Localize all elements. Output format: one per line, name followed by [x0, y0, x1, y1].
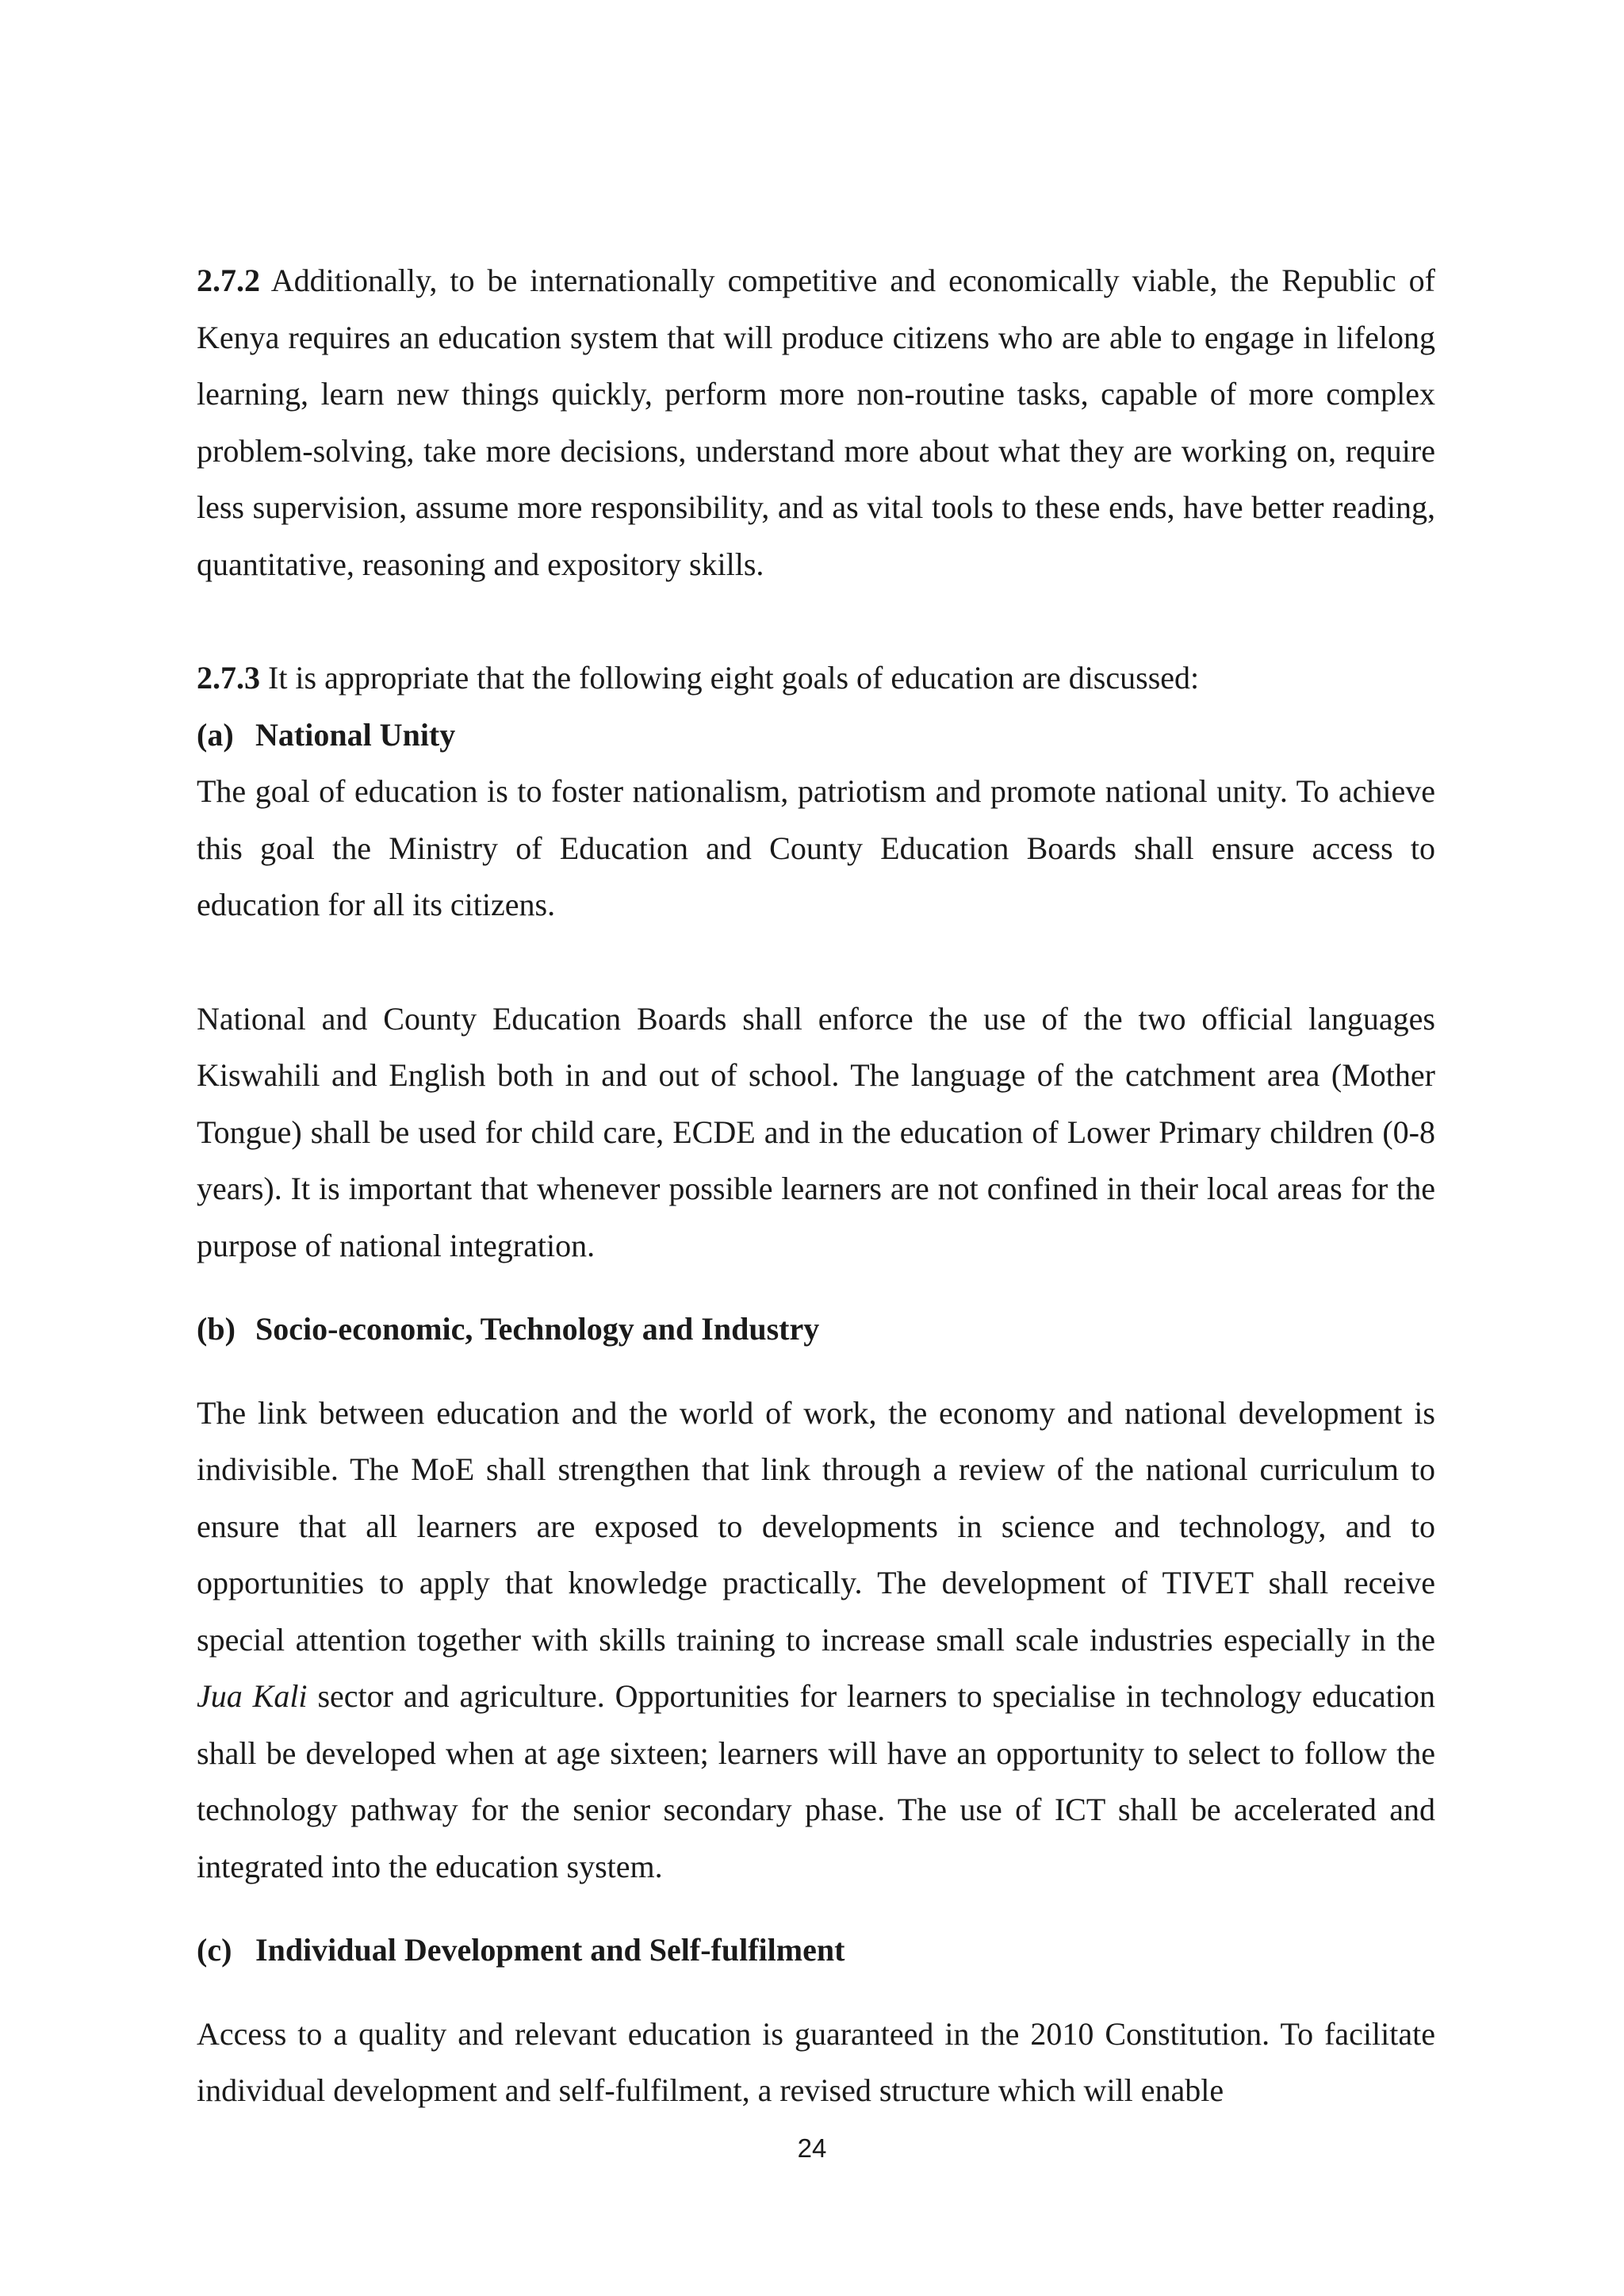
paragraph-2-7-3 — [197, 650, 1435, 707]
paragraph-individual-development: Access to a quality and relevant education is guaranteed in the 2010 Constitution. To facilitate individual development and self-fulfilment, a revised structure which will enable — [197, 2015, 1435, 2108]
list-marker: (b) — [197, 1311, 236, 1347]
italic-term: Jua Kali — [197, 1678, 308, 1714]
paragraph-text: It is appropriate that the following eight goals of education are discussed: — [260, 660, 1200, 696]
paragraph-text: sector and agriculture. Opportunities for learners to specialise in technology education shall be developed when at age sixteen; learners will have an opportunity to select to follow the technology pathway for the senior secondary phase. The use of ICT shall be accelerated and integrated into the education system. — [197, 1678, 1435, 1884]
section-number: 2.7.2 — [197, 263, 260, 298]
document-body — [197, 252, 1435, 2119]
heading-national-unity — [197, 707, 1435, 764]
heading-socio-economic — [197, 1301, 1435, 1358]
section-number: 2.7.3 — [197, 660, 260, 696]
paragraph-text: Additionally, to be internationally competitive and economically viable, the Republic of Kenya requires an education system that will produce citizens who are able to engage in lifelong learning, learn new things quickly, perform more non-routine tasks, capable of more complex problem-solving, take more decisions, understand more about what they are working on, require less supervision, assume more responsibility, and as vital tools to these ends, have better reading, quantitative, reasoning and expository skills. — [197, 263, 1435, 582]
paragraph-national-unity-2: National and County Education Boards shall enforce the use of the two official languages Kiswahili and English both in and out of school. The language of the catchment area (Mother Tongue) shall be used for child care, ECDE and in the education of Lower Primary children (0-8 years). It is important that whenever possible learners are not confined in their local areas for the purpose of national integration. — [197, 1000, 1435, 1263]
heading-title: Socio-economic, Technology and Industry — [255, 1311, 820, 1347]
heading-individual-development — [197, 1922, 1435, 1979]
page-number: 24 — [797, 2133, 827, 2163]
heading-title: National Unity — [255, 716, 456, 753]
paragraph-national-unity-1: The goal of education is to foster nationalism, patriotism and promote national unity. To achieve this goal the Ministry of Education and County Education Boards shall ensure access to education for all its citizens. — [197, 773, 1435, 922]
list-marker: (c) — [197, 1932, 232, 1968]
list-marker: (a) — [197, 716, 234, 753]
paragraph-2-7-2 — [197, 252, 1435, 592]
heading-title: Individual Development and Self-fulfilment — [255, 1932, 845, 1968]
paragraph-socio-economic — [197, 1385, 1435, 1895]
paragraph-text: The link between education and the world of work, the economy and national development is indivisible. The MoE shall strengthen that link through a review of the national curriculum to ensure that all learners are exposed to developments in science and technology, and to opportunities to apply that knowledge practically. The development of TIVET shall receive special attention together with skills training to increase small scale industries especially in the — [197, 1394, 1435, 1658]
